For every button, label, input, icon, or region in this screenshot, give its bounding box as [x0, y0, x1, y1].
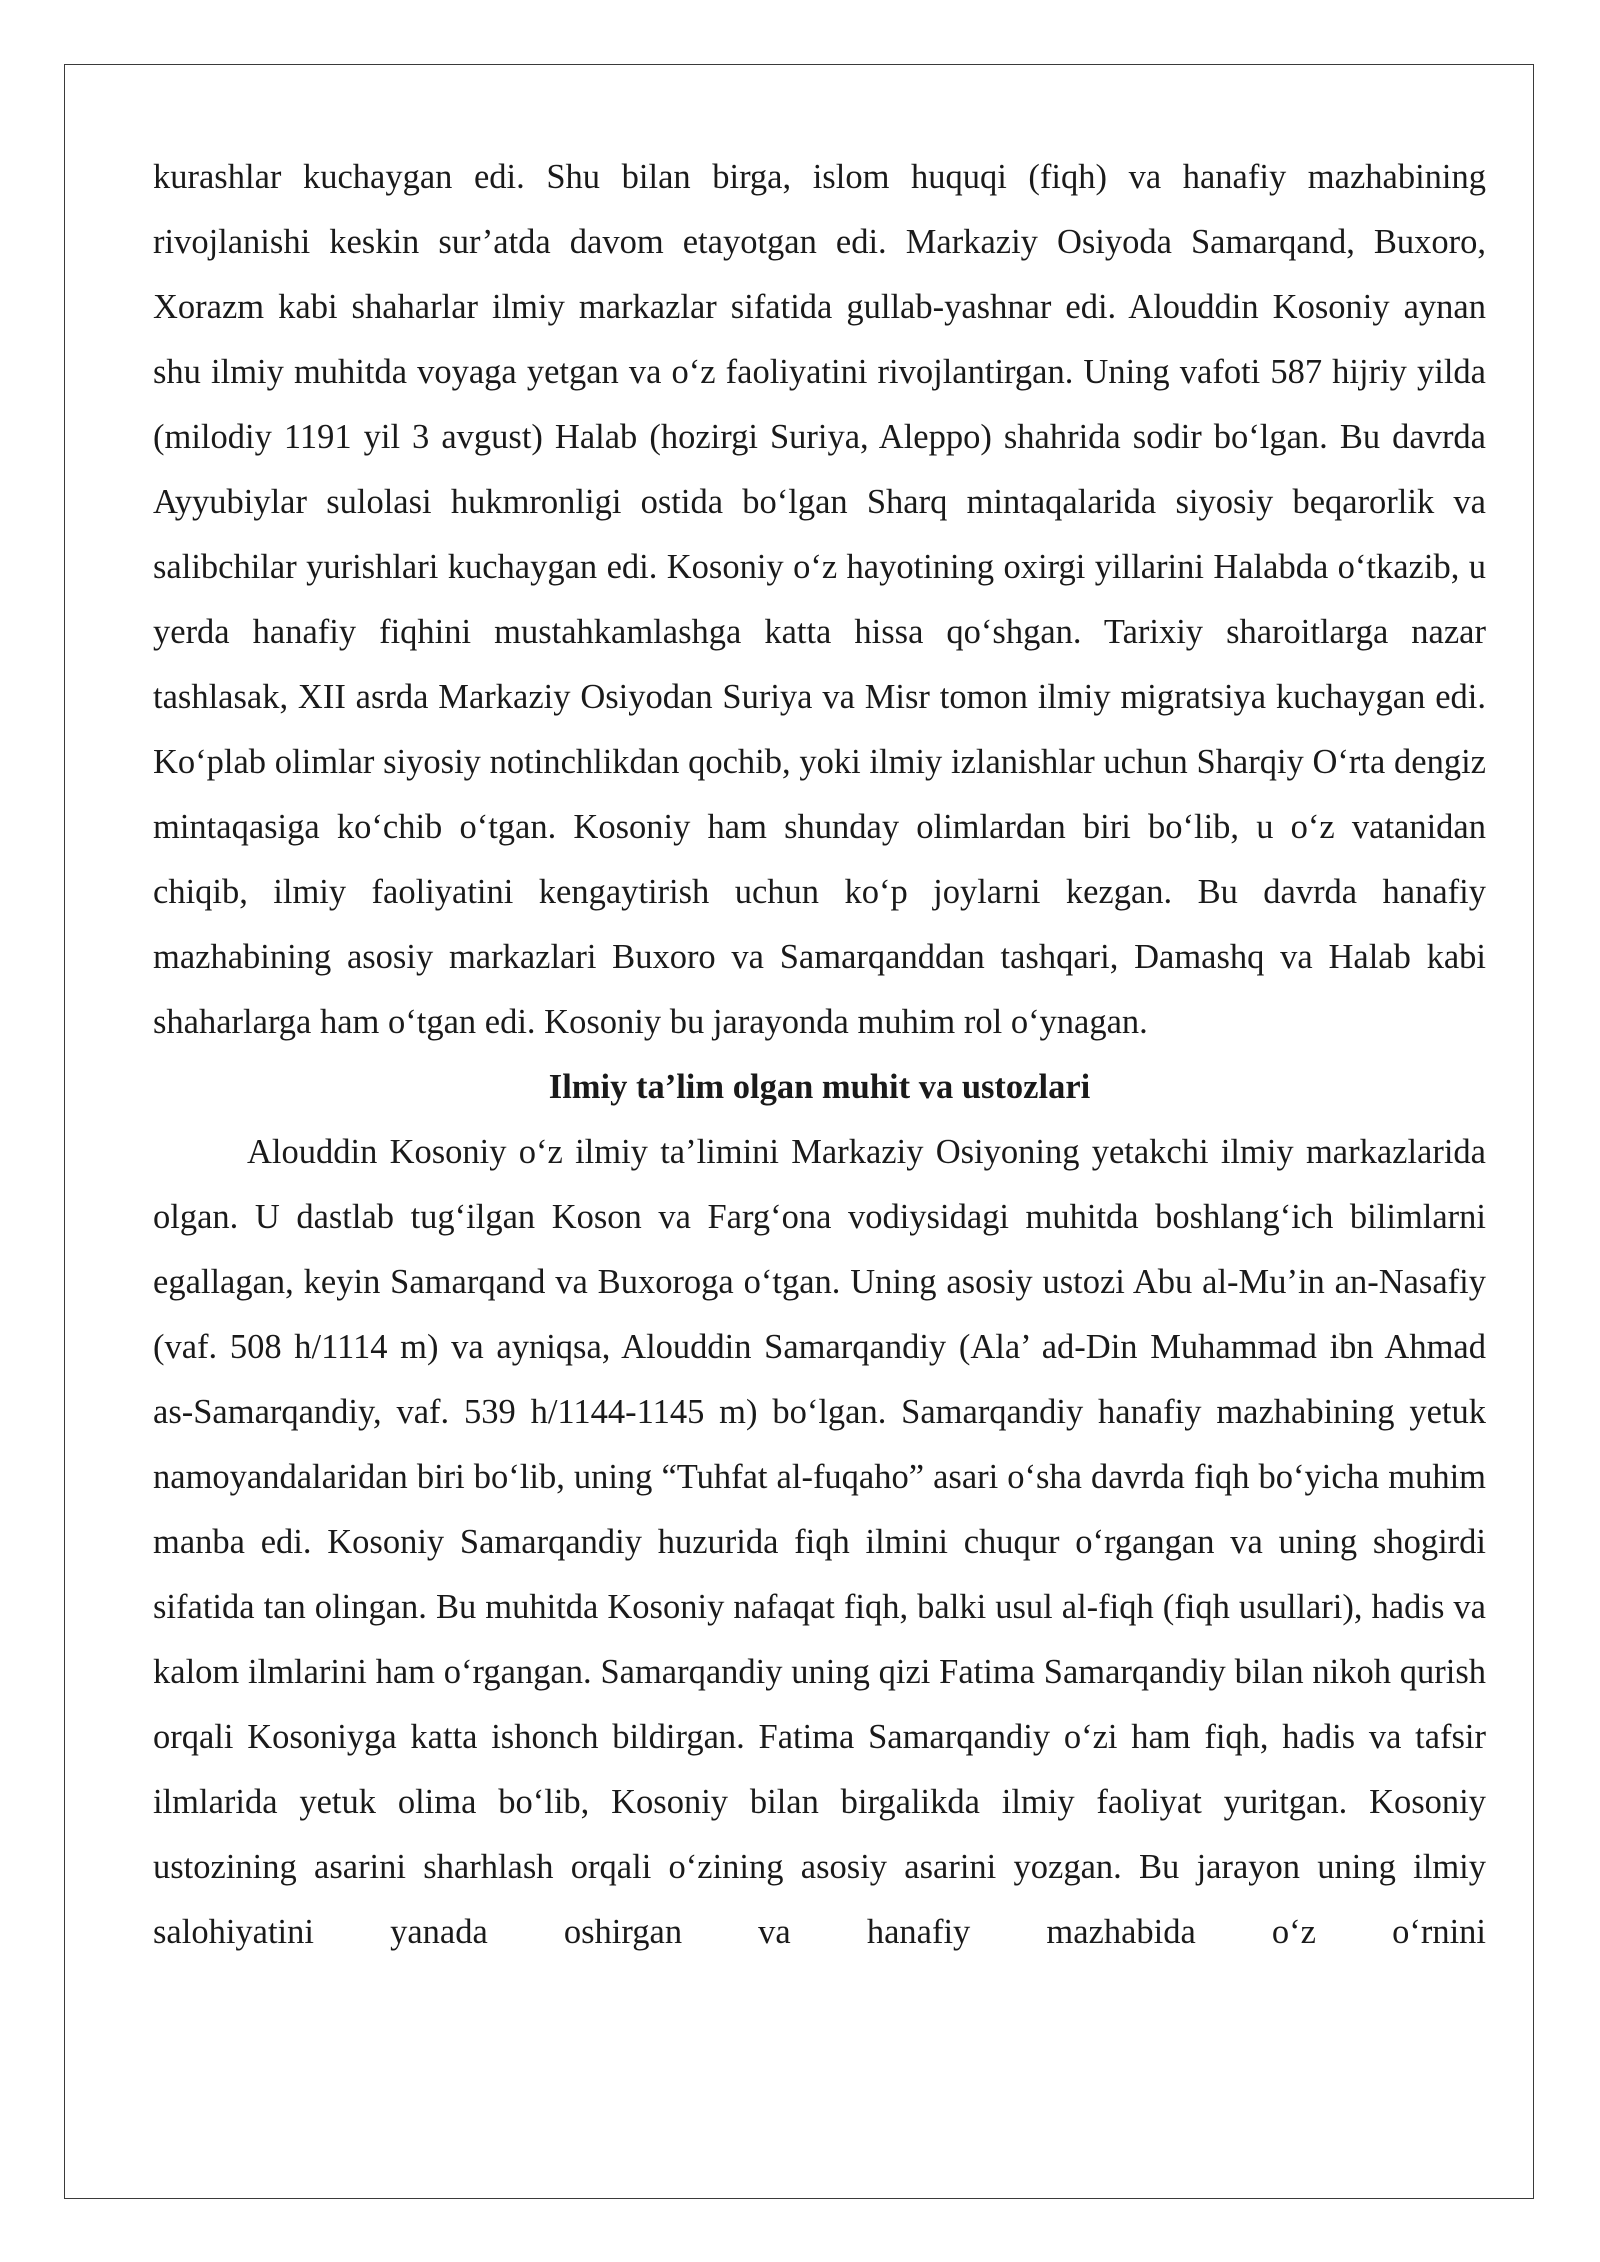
- paragraph-1: kurashlar kuchaygan edi. Shu bilan birga, islom huquqi (fiqh) va hanafiy mazhabining rivojlanishi keskin sur’atda davom etayotgan edi. Markaziy Osiyoda Samarqand, Buxoro, Xorazm kabi shaharlar ilmiy markazlar sifatida gullab-yashnar edi. Alouddin Kosoniy aynan shu ilmiy muhitda voyaga yetgan va o‘z faoliyatini rivojlantirgan. Uning vafoti 587 hijriy yilda (milodiy 1191 yil 3 avgust) Halab (hozirgi Suriya, Aleppo) shahrida sodir bo‘lgan. Bu davrda Ayyubiylar sulolasi hukmronligi ostida bo‘lgan Sharq mintaqalarida siyosiy beqarorlik va salibchilar yurishlari kuchaygan edi. Kosoniy o‘z hayotining oxirgi yillarini Halabda o‘tkazib, u yerda hanafiy fiqhini mustahkamlashga katta hissa qo‘shgan. Tarixiy sharoitlarga nazar tashlasak, XII asrda Markaziy Osiyodan Suriya va Misr tomon ilmiy migratsiya kuchaygan edi. Ko‘plab olimlar siyosiy notinchlikdan qochib, yoki ilmiy izlanishlar uchun Sharqiy O‘rta dengiz mintaqasiga ko‘chib o‘tgan. Kosoniy ham shunday olimlardan biri bo‘lib, u o‘z vatanidan chiqib, ilmiy faoliyatini kengaytirish uchun ko‘p joylarni kezgan. Bu davrda hanafiy mazhabining asosiy markazlari Buxoro va Samarqanddan tashqari, Damashq va Halab kabi shaharlarga ham o‘tgan edi. Kosoniy bu jarayonda muhim rol o‘ynagan.: [153, 158, 1486, 1041]
- document-body: [153, 145, 1486, 1965]
- paragraph-2: Alouddin Kosoniy o‘z ilmiy ta’limini Markaziy Osiyoning yetakchi ilmiy markazlarida olgan. U dastlab tug‘ilgan Koson va Farg‘ona vodiysidagi muhitda boshlang‘ich bilimlarni egallagan, keyin Samarqand va Buxoroga o‘tgan. Uning asosiy ustozi Abu al-Mu’in an-Nasafiy (vaf. 508 h/1114 m) va ayniqsa, Alouddin Samarqandiy (Ala’ ad-Din Muhammad ibn Ahmad as-Samarqandiy, vaf. 539 h/1144-1145 m) bo‘lgan. Samarqandiy hanafiy mazhabining yetuk namoyandalaridan biri bo‘lib, uning “Tuhfat al-fuqaho” asari o‘sha davrda fiqh bo‘yicha muhim manba edi. Kosoniy Samarqandiy huzurida fiqh ilmini chuqur o‘rgangan va uning shogirdi sifatida tan olingan. Bu muhitda Kosoniy nafaqat fiqh, balki usul al-fiqh (fiqh usullari), hadis va kalom ilmlarini ham o‘rgangan. Samarqandiy uning qizi Fatima Samarqandiy bilan nikoh qurish orqali Kosoniyga katta ishonch bildirgan. Fatima Samarqandiy o‘zi ham fiqh, hadis va tafsir ilmlarida yetuk olima bo‘lib, Kosoniy bilan birgalikda ilmiy faoliyat yuritgan. Kosoniy ustozining asarini sharhlash orqali o‘zining asosiy asarini yozgan. Bu jarayon uning ilmiy salohiyatini yanada oshirgan va hanafiy mazhabida o‘z o‘rnini: [153, 1133, 1486, 1951]
- section-heading: Ilmiy ta’lim olgan muhit va ustozlari: [548, 1068, 1091, 1106]
